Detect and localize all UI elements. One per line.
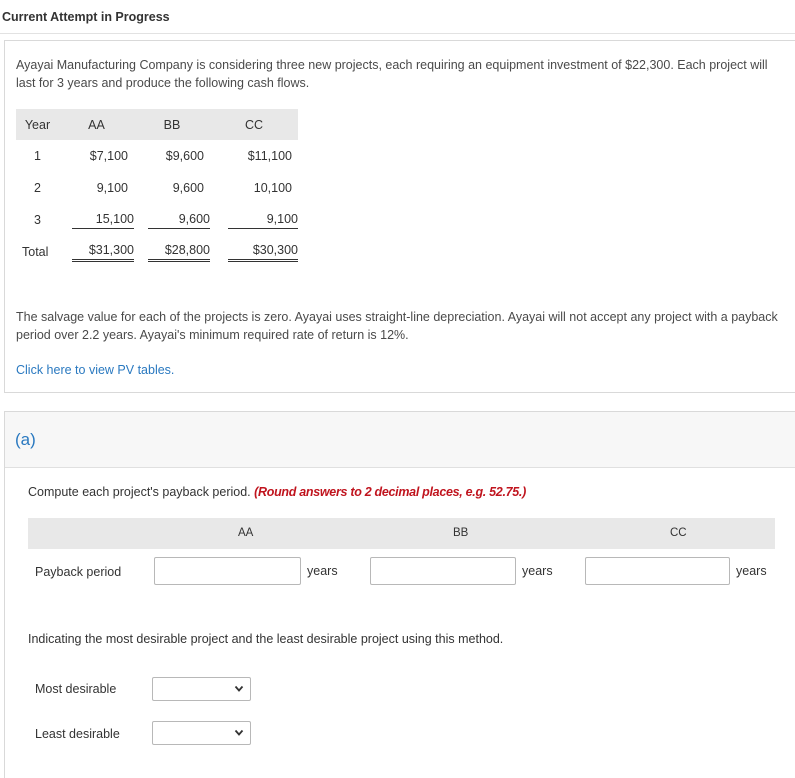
status-bar [0, 0, 795, 34]
table-row [16, 172, 298, 204]
col-header-cc: CC [670, 527, 687, 539]
attempt-title: Current Attempt in Progress [2, 10, 170, 24]
cell-cc: 9,100 [228, 211, 298, 229]
cell-bb: $9,600 [165, 149, 204, 163]
part-a-header [5, 412, 795, 468]
problem-intro: Ayayai Manufacturing Company is considering three new projects, each requiring an equipment investment of $22,300. Each project will last for 3 years and produce the following cash flows. [16, 58, 768, 90]
cell-year: 3 [34, 213, 41, 227]
header-bb: BB [134, 109, 210, 140]
table-row-total [16, 236, 298, 268]
instruction-text: Compute each project's payback period. [28, 485, 251, 499]
cash-flow-table [16, 109, 298, 268]
least-desirable-label: Least desirable [35, 727, 120, 741]
least-desirable-select[interactable] [152, 721, 251, 745]
most-desirable-select[interactable] [152, 677, 251, 701]
cell-cc: $30,300 [228, 242, 298, 262]
rounding-note: (Round answers to 2 decimal places, e.g. 52.75.) [254, 485, 526, 499]
problem-statement [4, 40, 795, 393]
cell-aa: $31,300 [72, 242, 134, 262]
pv-tables-link[interactable]: Click here to view PV tables. [16, 363, 175, 377]
col-header-bb: BB [453, 527, 469, 539]
header-year: Year [16, 109, 59, 140]
cell-year: 1 [34, 149, 41, 163]
most-desirable-label: Most desirable [35, 682, 117, 696]
chevron-down-icon [233, 725, 245, 741]
cell-cc: 10,100 [253, 181, 292, 195]
cell-cc: $11,100 [247, 149, 292, 163]
unit-bb: years [522, 564, 553, 578]
cell-aa: 15,100 [72, 211, 134, 229]
cell-aa: $7,100 [89, 149, 128, 163]
payback-aa-input[interactable] [154, 557, 301, 585]
indicate-text: Indicating the most desirable project and the least desirable project using this method. [28, 632, 504, 646]
table-header-row [16, 109, 298, 140]
table-row [16, 140, 298, 172]
unit-aa: years [307, 564, 338, 578]
payback-period-label: Payback period [35, 565, 122, 579]
cell-aa: 9,100 [96, 181, 128, 195]
answer-header-row [28, 518, 775, 549]
table-row [16, 204, 298, 236]
cell-bb: 9,600 [172, 181, 204, 195]
part-a-label: (a) [15, 430, 36, 449]
cell-year: 2 [34, 181, 41, 195]
payback-cc-input[interactable] [585, 557, 730, 585]
instruction [28, 485, 526, 499]
chevron-down-icon [233, 681, 245, 697]
col-header-aa: AA [238, 527, 254, 539]
part-a-section [4, 411, 795, 778]
salvage-text: The salvage value for each of the projects is zero. Ayayai uses straight-line depreciation. Ayayai will not accept any project with a payback period over 2.2 years. Ayayai's minimum required rate of return is 12%. [16, 310, 778, 342]
unit-cc: years [736, 564, 767, 578]
header-aa: AA [59, 109, 134, 140]
payback-bb-input[interactable] [370, 557, 516, 585]
cell-bb: 9,600 [148, 211, 210, 229]
header-cc: CC [210, 109, 298, 140]
cell-bb: $28,800 [148, 242, 210, 262]
cell-total-label: Total [22, 245, 49, 259]
